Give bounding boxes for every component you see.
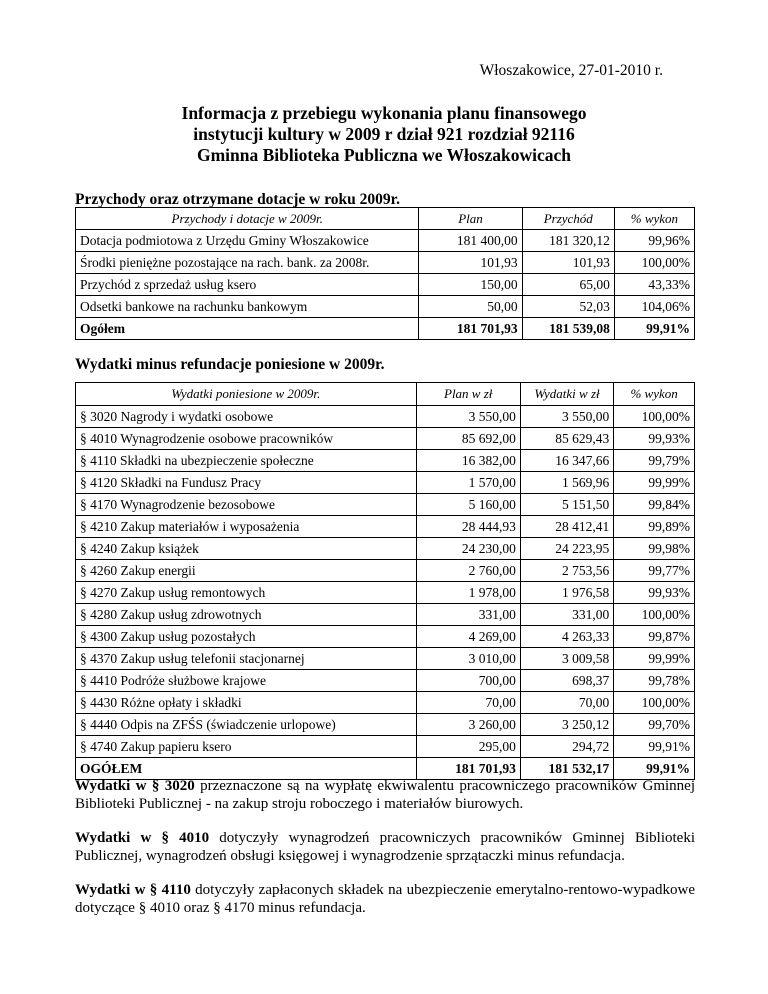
row-value: 99,84% [614,494,695,516]
row-value: 70,00 [520,692,613,714]
note-lead: Wydatki w § 3020 [75,778,195,794]
row-value: 5 151,50 [520,494,613,516]
table-row [76,450,695,472]
expenses-table [75,382,695,780]
row-label: § 3020 Nagrody i wydatki osobowe [76,406,417,428]
note-3020 [75,777,695,813]
table-row [76,648,695,670]
row-label: § 4430 Różne opłaty i składki [76,692,417,714]
income-col-header: Przychody i dotacje w 2009r. [76,208,419,230]
row-label: OGÓŁEM [76,758,417,780]
table-row [76,428,695,450]
note-lead: Wydatki w § 4110 [75,882,191,898]
row-value: 2 760,00 [416,560,520,582]
title-line-1: Informacja z przebiegu wykonania planu finansowego [181,103,587,123]
row-value: 65,00 [522,274,614,296]
table-row [76,516,695,538]
row-value: 99,91% [614,318,694,340]
row-value: 85 692,00 [416,428,520,450]
note-text: dotyczyły wynagrodzeń pracowniczych pracowników Gminnej Biblioteki Publicznej, wynagrodzeń obsługi księgowej i wynagrodzenie sprzątaczki minus refundacja. [75,830,695,864]
row-value: 99,91% [614,758,695,780]
row-value: 101,93 [522,252,614,274]
row-value: 101,93 [419,252,522,274]
row-value: 99,98% [614,538,695,560]
row-label: § 4370 Zakup usług telefonii stacjonarnej [76,648,417,670]
row-value: 331,00 [416,604,520,626]
row-label: § 4300 Zakup usług pozostałych [76,626,417,648]
row-value: 294,72 [520,736,613,758]
row-label: § 4110 Składki na ubezpieczenie społeczne [76,450,417,472]
row-value: 99,70% [614,714,695,736]
row-value: 181 539,08 [522,318,614,340]
row-value: 99,99% [614,472,695,494]
row-value: 100,00% [614,406,695,428]
row-label: § 4240 Zakup książek [76,538,417,560]
row-label: § 4210 Zakup materiałów i wyposażenia [76,516,417,538]
expenses-col-header: Wydatki w zł [520,383,613,406]
table-row [76,274,695,296]
note-text: dotyczyły zapłaconych składek na ubezpieczenie emerytalno-rentowo-wypadkowe dotyczące § 4010 oraz § 4170 minus refundacja. [75,882,695,916]
row-value: 99,96% [614,230,694,252]
row-value: 698,37 [520,670,613,692]
row-value: 150,00 [419,274,522,296]
table-row [76,538,695,560]
table-row [76,252,695,274]
row-value: 3 250,12 [520,714,613,736]
table-row [76,626,695,648]
row-value: 24 230,00 [416,538,520,560]
row-value: 50,00 [419,296,522,318]
note-4010 [75,829,695,865]
table-row [76,296,695,318]
table-row [76,230,695,252]
expenses-rows [76,406,695,780]
row-value: 85 629,43 [520,428,613,450]
income-col-header: Plan [419,208,522,230]
row-label: Ogółem [76,318,419,340]
row-label: § 4010 Wynagrodzenie osobowe pracowników [76,428,417,450]
title-line-2: instytucji kultury w 2009 r dział 921 rozdział 92116 [193,124,575,144]
row-value: 181 532,17 [520,758,613,780]
expenses-heading: Wydatki minus refundacje poniesione w 2009r. [75,356,385,373]
expenses-col-header: Wydatki poniesione w 2009r. [76,383,417,406]
row-value: 28 444,93 [416,516,520,538]
row-value: 1 569,96 [520,472,613,494]
row-value: 3 260,00 [416,714,520,736]
row-value: 3 550,00 [520,406,613,428]
income-heading: Przychody oraz otrzymane dotacje w roku 2009r. [75,191,401,208]
row-value: 99,91% [614,736,695,758]
row-label: § 4260 Zakup energii [76,560,417,582]
row-label: Dotacja podmiotowa z Urzędu Gminy Włoszakowice [76,230,419,252]
row-label: § 4740 Zakup papieru ksero [76,736,417,758]
row-value: 181 701,93 [416,758,520,780]
row-value: 99,77% [614,560,695,582]
table-row [76,560,695,582]
row-value: 100,00% [614,252,694,274]
table-row [76,714,695,736]
row-value: 28 412,41 [520,516,613,538]
row-value: 99,78% [614,670,695,692]
table-row [76,472,695,494]
row-value: 99,93% [614,428,695,450]
row-label: Odsetki bankowe na rachunku bankowym [76,296,419,318]
income-header-row [76,208,695,230]
date-line: Włoszakowice, 27-01-2010 r. [479,62,663,79]
row-label: § 4270 Zakup usług remontowych [76,582,417,604]
row-value: 3 010,00 [416,648,520,670]
row-label: § 4410 Podróże służbowe krajowe [76,670,417,692]
income-rows [76,230,695,340]
row-value: 700,00 [416,670,520,692]
row-value: 181 400,00 [419,230,522,252]
row-value: 1 976,58 [520,582,613,604]
note-text: przeznaczone są na wypłatę ekwiwalentu pracowniczego pracowników Gminnej Biblioteki Publicznej - na zakup stroju roboczego i materiałów biurowych. [75,778,696,812]
table-row [76,604,695,626]
row-value: 331,00 [520,604,613,626]
row-value: 52,03 [522,296,614,318]
expenses-col-header: % wykon [614,383,695,406]
row-value: 70,00 [416,692,520,714]
row-label: Środki pieniężne pozostające na rach. bank. za 2008r. [76,252,419,274]
title-line-3: Gminna Biblioteka Publiczna we Włoszakowicach [196,145,571,165]
row-label: § 4170 Wynagrodzenie bezosobowe [76,494,417,516]
row-value: 99,89% [614,516,695,538]
table-row [76,494,695,516]
row-value: 181 701,93 [419,318,522,340]
table-row [76,582,695,604]
row-value: 24 223,95 [520,538,613,560]
document-title [0,103,768,166]
row-value: 100,00% [614,692,695,714]
row-value: 99,79% [614,450,695,472]
row-value: 295,00 [416,736,520,758]
row-label: § 4120 Składki na Fundusz Pracy [76,472,417,494]
table-row [76,692,695,714]
row-value: 104,06% [614,296,694,318]
row-value: 43,33% [614,274,694,296]
income-table [75,207,695,340]
note-lead: Wydatki w § 4010 [75,830,210,846]
note-4110 [75,881,695,917]
row-label: Przychód z sprzedaż usług ksero [76,274,419,296]
income-col-header: % wykon [614,208,694,230]
row-value: 16 347,66 [520,450,613,472]
row-value: 3 550,00 [416,406,520,428]
row-label: § 4440 Odpis na ZFŚS (świadczenie urlopowe) [76,714,417,736]
row-value: 4 263,33 [520,626,613,648]
row-value: 4 269,00 [416,626,520,648]
income-col-header: Przychód [522,208,614,230]
table-row [76,406,695,428]
table-row [76,670,695,692]
row-value: 3 009,58 [520,648,613,670]
expenses-header-row [76,383,695,406]
row-value: 5 160,00 [416,494,520,516]
table-total-row [76,318,695,340]
row-value: 1 978,00 [416,582,520,604]
row-value: 16 382,00 [416,450,520,472]
row-value: 99,99% [614,648,695,670]
row-value: 99,93% [614,582,695,604]
row-value: 181 320,12 [522,230,614,252]
expenses-col-header: Plan w zł [416,383,520,406]
row-value: 99,87% [614,626,695,648]
row-value: 100,00% [614,604,695,626]
row-label: § 4280 Zakup usług zdrowotnych [76,604,417,626]
row-value: 1 570,00 [416,472,520,494]
table-row [76,736,695,758]
row-value: 2 753,56 [520,560,613,582]
